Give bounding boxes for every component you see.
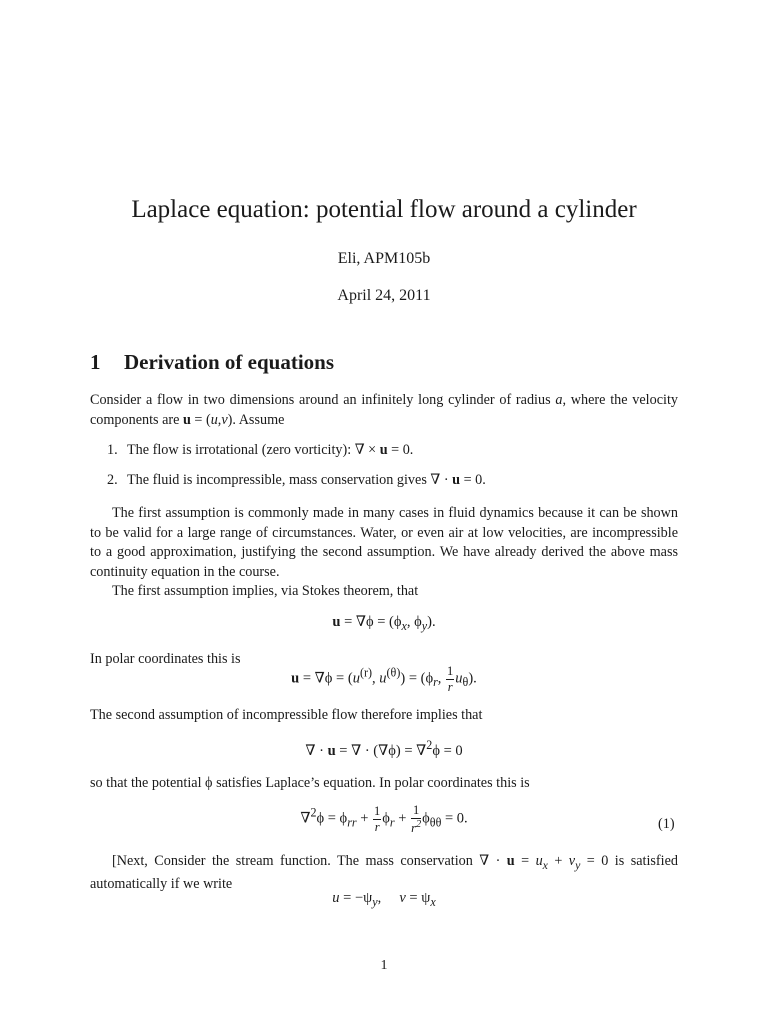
equation-laplace-polar: $\nabla^2\phi = \phi_{rr}$ + $\frac{1}{r}$ $\phi_r$ + $\frac{1}{r^2}$ $\phi_{\theta\theta} = 0$. (300, 803, 468, 835)
equation-gradient: $u = \nabla\phi = (\phi_x$, $\phi_y$). (332, 614, 436, 633)
laplace-sentence: so that the potential ϕ satisfies Laplace’s equation. In polar coordinates this is (90, 775, 530, 791)
section-title: Derivation of equations (124, 350, 334, 374)
equation-divergence: ∇ · u = ∇ · (∇ϕ) = ∇$^2$ϕ = 0 (305, 738, 463, 759)
page-number: 1 (380, 958, 388, 973)
polar-intro: In polar coordinates this is (90, 651, 241, 667)
section-number: 1 (90, 350, 101, 374)
stream-paragraph: [Next, Consider the stream function. The mass conservation ∇ · $u = u_x + v_y = 0$ is satisfied automatically if we write (90, 853, 678, 893)
second-intro: The second assumption of incompressible flow therefore implies that (90, 707, 483, 723)
list-item: 2. The fluid is incompressible, mass conservation gives ∇ · u = 0. (107, 472, 486, 488)
body-paragraph: The first assumption is commonly made in many cases in fluid dynamics because it can be shown to be valid for a large range of circumstances. Water, or even air at low velocities, are incompressible to a good approximation, justifying the second assumption. We have already derived the above mass continuity equation in the course. The first assumption implies, via Stokes theorem, that (90, 505, 678, 599)
paper-date: April 24, 2011 (337, 287, 431, 304)
intro-paragraph: Consider a flow in two dimensions around an infinitely long cylinder of radius a, where the velocity components are u = (u,v). Assume (90, 392, 678, 428)
list-item: 1. The flow is irrotational (zero vorticity): ∇ × u = 0. (107, 442, 414, 458)
paper-title: Laplace equation: potential flow around a cylinder (131, 196, 637, 223)
paper-author: Eli, APM105b (337, 250, 431, 267)
equation-polar-gradient: $u = \nabla\phi = (u^{(r)}$, $u^{(\theta)}) = (\phi_r$, $\frac{1}{r}$ $u_\theta$). (291, 664, 477, 694)
equation-number: (1) (658, 816, 675, 832)
section-heading (90, 350, 334, 375)
equation-stream-function: $u = -\psi_y$, $v = \psi_x$ (332, 890, 436, 909)
